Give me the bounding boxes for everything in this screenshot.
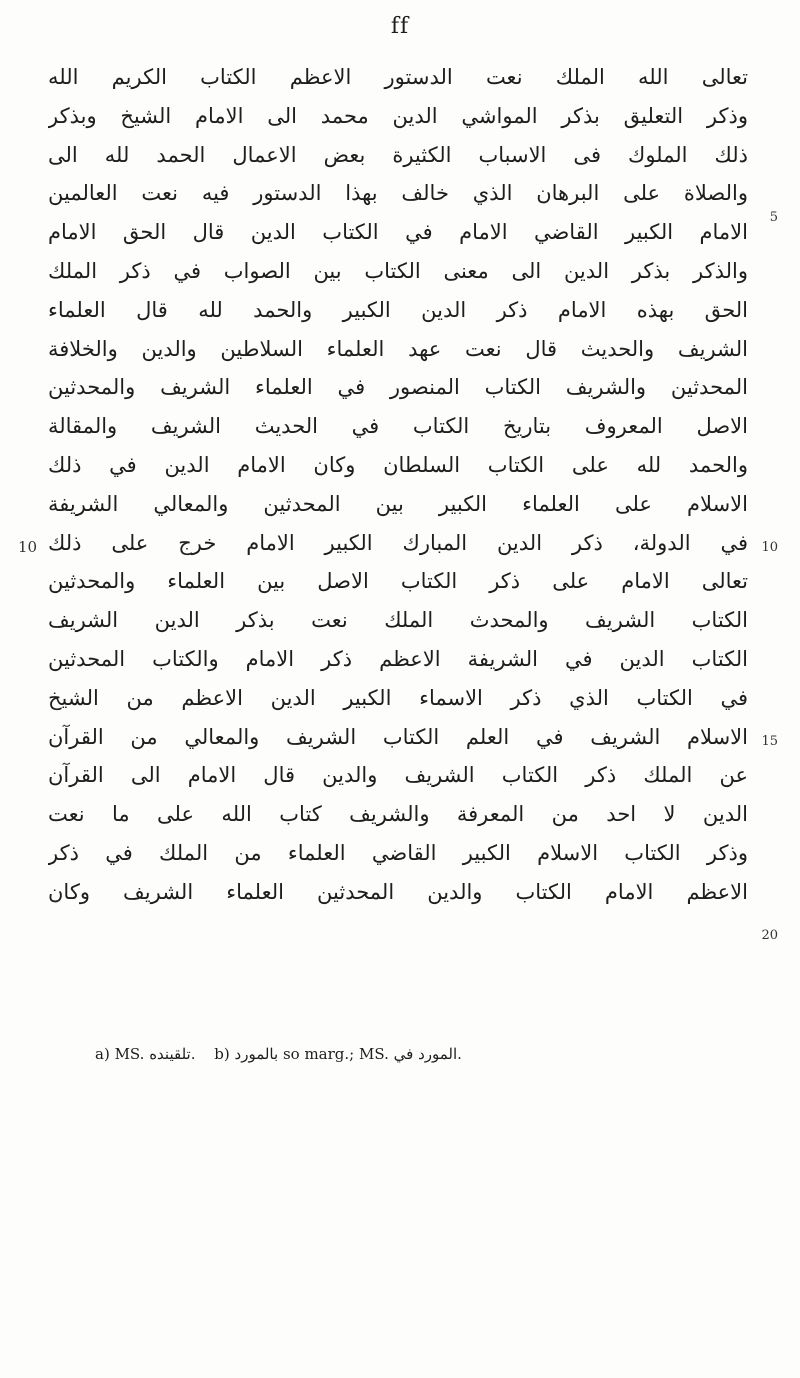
text-line: وذكر التعليق بذكر المواشي الدين محمد الى الامام الشيخ وبذكر (48, 103, 748, 128)
text-line: في الكتاب الذي ذكر الاسماء الكبير الدين الاعظم من الشيخ (48, 685, 748, 710)
text-line: في الدولة، ذكر الدين المبارك الكبير الامام خرج على ذلك (48, 530, 748, 555)
text-line: الحق بهذه الامام ذكر الدين الكبير والحمد لله قال العلماء (48, 297, 748, 322)
text-line: والحمد لله على الكتاب السلطان وكان الامام الدين في ذلك (48, 452, 748, 477)
line-number-5-right: 5 (769, 210, 778, 225)
text-line: الاصل المعروف بتاريخ الكتاب في الحديث الشريف والمقالة (48, 414, 748, 439)
text-line: الشريف والحديث قال نعت عهد العلماء السلاطين والدين والخلافة (48, 336, 748, 361)
text-line: ذلك الملوك فى الاسباب الكثيرة بعض الاعمال الحمد لله الى (48, 142, 748, 167)
text-line: المحدثين والشريف الكتاب المنصور في العلماء الشريف والمحدثين (48, 375, 748, 400)
text-line: الكتاب الدين في الشريفة الاعظم ذكر الامام والكتاب المحدثين (48, 646, 748, 671)
footnote-a: a) MS. ﺗﻠﻘﻴﻨﺪﻩ. (95, 1045, 196, 1063)
line-number-20-right: 20 (761, 928, 778, 943)
line-number-10-left: 10 (18, 538, 38, 556)
text-line: الاسلام الشريف في العلم الكتاب الشريف والمعالي من القرآن (48, 724, 748, 749)
text-line: والصلاة على البرهان الذي خالف بهذا الدستور فيه نعت العالمين (48, 181, 748, 206)
text-line: عن الملك ذكر الكتاب الشريف والدين قال الامام الى القرآن (48, 763, 748, 788)
footnote-b: b) ﺑﺎﻟﻤﻮﺭﺩ so marg.; MS. ﺍﻟﻤﻮﺭﺩ ﻓﻲ. (214, 1045, 462, 1063)
text-line: الامام الكبير القاضي الامام في الكتاب الدين قال الحق الامام (48, 220, 748, 245)
text-line: والذكر بذكر الدين الى معنى الكتاب بين الصواب في ذكر الملك (48, 258, 748, 283)
text-line: تعالى الامام على ذكر الكتاب الاصل بين العلماء والمحدثين (48, 569, 748, 594)
text-line: الدين لا احد من المعرفة والشريف كتاب الله على ما نعت (48, 802, 748, 827)
arabic-text-body (48, 58, 748, 912)
footnotes (95, 1045, 735, 1063)
text-line: الاسلام على العلماء الكبير بين المحدثين والمعالي الشريفة (48, 491, 748, 516)
text-line: الاعظم الامام الكتاب والدين المحدثين العلماء الشريف وكان (48, 879, 748, 904)
text-line: تعالى الله الملك نعت الدستور الاعظم الكتاب الكريم الله (48, 65, 748, 89)
text-line: الكتاب الشريف والمحدث الملك نعت بذكر الدين الشريف (48, 608, 748, 633)
page-number: ff (390, 14, 410, 39)
line-number-10-right: 10 (761, 540, 778, 555)
line-number-15-right: 15 (761, 734, 778, 749)
text-line: وذكر الكتاب الاسلام الكبير القاضي العلماء من الملك في ذكر (48, 840, 748, 865)
